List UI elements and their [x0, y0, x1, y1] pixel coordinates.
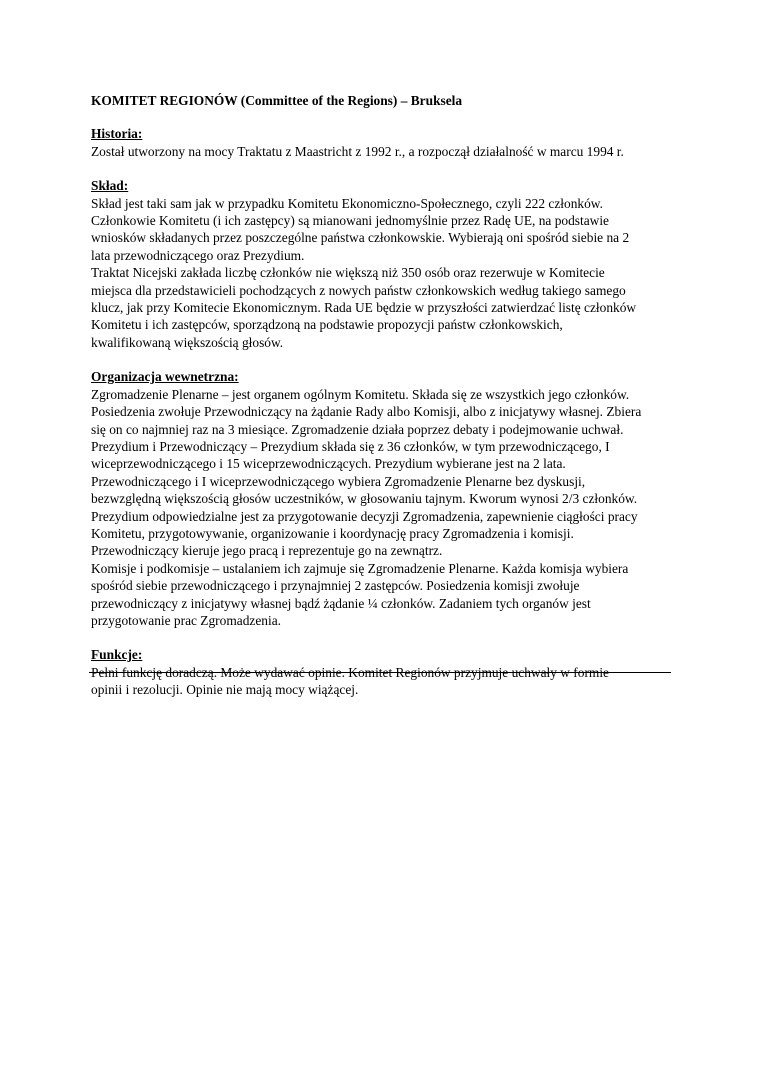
- text-line: przygotowanie prac Zgromadzenia.: [91, 612, 281, 628]
- text-line: Zgromadzenie Plenarne – jest organem ogólnym Komitetu. Składa się ze wszystkich jego członków.: [91, 386, 630, 402]
- text-line: Przewodniczącego i I wiceprzewodniczącego wybiera Zgromadzenie Plenarne bez dyskusji,: [91, 473, 586, 489]
- section-organizacja: [91, 368, 691, 629]
- text-line: lata przewodniczącego oraz Prezydium.: [91, 247, 305, 263]
- text-line: Prezydium i Przewodniczący – Prezydium składa się z 36 członków, w tym przewodniczącego, I: [91, 438, 610, 454]
- text-line: wniosków składanych przez poszczególne państwa członkowskie. Wybierają oni spośród siebie na 2: [91, 230, 630, 246]
- section-heading: Funkcje:: [91, 647, 143, 663]
- text-line: Komisje i podkomisje – ustalaniem ich zajmuje się Zgromadzenie Plenarne. Każda komisja wybiera: [91, 560, 629, 576]
- text-line: Został utworzony na mocy Traktatu z Maastricht z 1992 r., a rozpoczął działalność w marcu 1994 r.: [91, 143, 624, 159]
- section-sklad: [91, 177, 691, 351]
- text-line: Traktat Nicejski zakłada liczbę członków nie większą niż 350 osób oraz rezerwuje w Komitecie: [91, 265, 605, 281]
- document-title: KOMITET REGIONÓW (Committee of the Regions) – Bruksela: [91, 93, 463, 108]
- text-line: się on co najmniej raz na 3 miesiące. Zgromadzenie działa poprzez debaty i podejmowanie uchwał.: [91, 421, 624, 437]
- section-heading: Organizacja wewnetrzna:: [91, 369, 239, 385]
- text-line: wiceprzewodniczącego i 15 wiceprzewodniczących. Prezydium wybierane jest na 2 lata.: [91, 456, 566, 472]
- document-body: [91, 92, 691, 716]
- text-line: Przewodniczący kieruje jego pracą i reprezentuje go na zewnątrz.: [91, 543, 443, 559]
- text-line: spośród siebie przewodniczącego i przynajmniej 2 zastępców. Posiedzenia komisji zwołuje: [91, 578, 580, 594]
- text-line: opinii i rezolucji. Opinie nie mają mocy wiążącej.: [91, 682, 359, 698]
- text-line: Komitetu i ich zastępców, sporządzoną na podstawie propozycji państw członkowskich,: [91, 317, 563, 333]
- text-line: przewodniczący z inicjatywy własnej bądź żądanie ¼ członków. Zadaniem tych organów jest: [91, 595, 591, 611]
- text-line: bezwzględną większością głosów uczestników, w głosowaniu tajnym. Kworum wynosi 2/3 członków.: [91, 491, 638, 507]
- text-line: kwalifikowaną większością głosów.: [91, 334, 284, 350]
- text-line: Prezydium odpowiedzialne jest za przygotowanie decyzji Zgromadzenia, zapewnienie ciągłości pracy: [91, 508, 638, 524]
- text-line: klucz, jak przy Komitecie Ekonomicznym. Rada UE będzie w przyszłości zatwierdzać listę członków: [91, 300, 637, 316]
- text-line: Skład jest taki sam jak w przypadku Komitetu Ekonomiczno-Społecznego, czyli 222 członków.: [91, 195, 603, 211]
- text-line: Członkowie Komitetu (i ich zastępcy) są mianowani jednomyślnie przez Radę UE, na podstawie: [91, 213, 609, 229]
- section-heading: Historia:: [91, 126, 143, 142]
- horizontal-rule: [89, 672, 671, 673]
- section-heading: Skład:: [91, 178, 129, 194]
- text-line: Komitetu, przygotowywanie, organizowanie i koordynację pracy Zgromadzenia i komisji.: [91, 525, 574, 541]
- text-line: Posiedzenia zwołuje Przewodniczący na żądanie Rady albo Komisji, albo z inicjatywy własnej. Zbiera: [91, 404, 642, 420]
- section-historia: [91, 125, 691, 160]
- text-line: miejsca dla przedstawicieli pochodzących z nowych państw członkowskich według takiego samego: [91, 282, 626, 298]
- text-line: Pełni funkcję doradczą. Może wydawać opinie. Komitet Regionów przyjmuje uchwały w formie: [91, 664, 609, 680]
